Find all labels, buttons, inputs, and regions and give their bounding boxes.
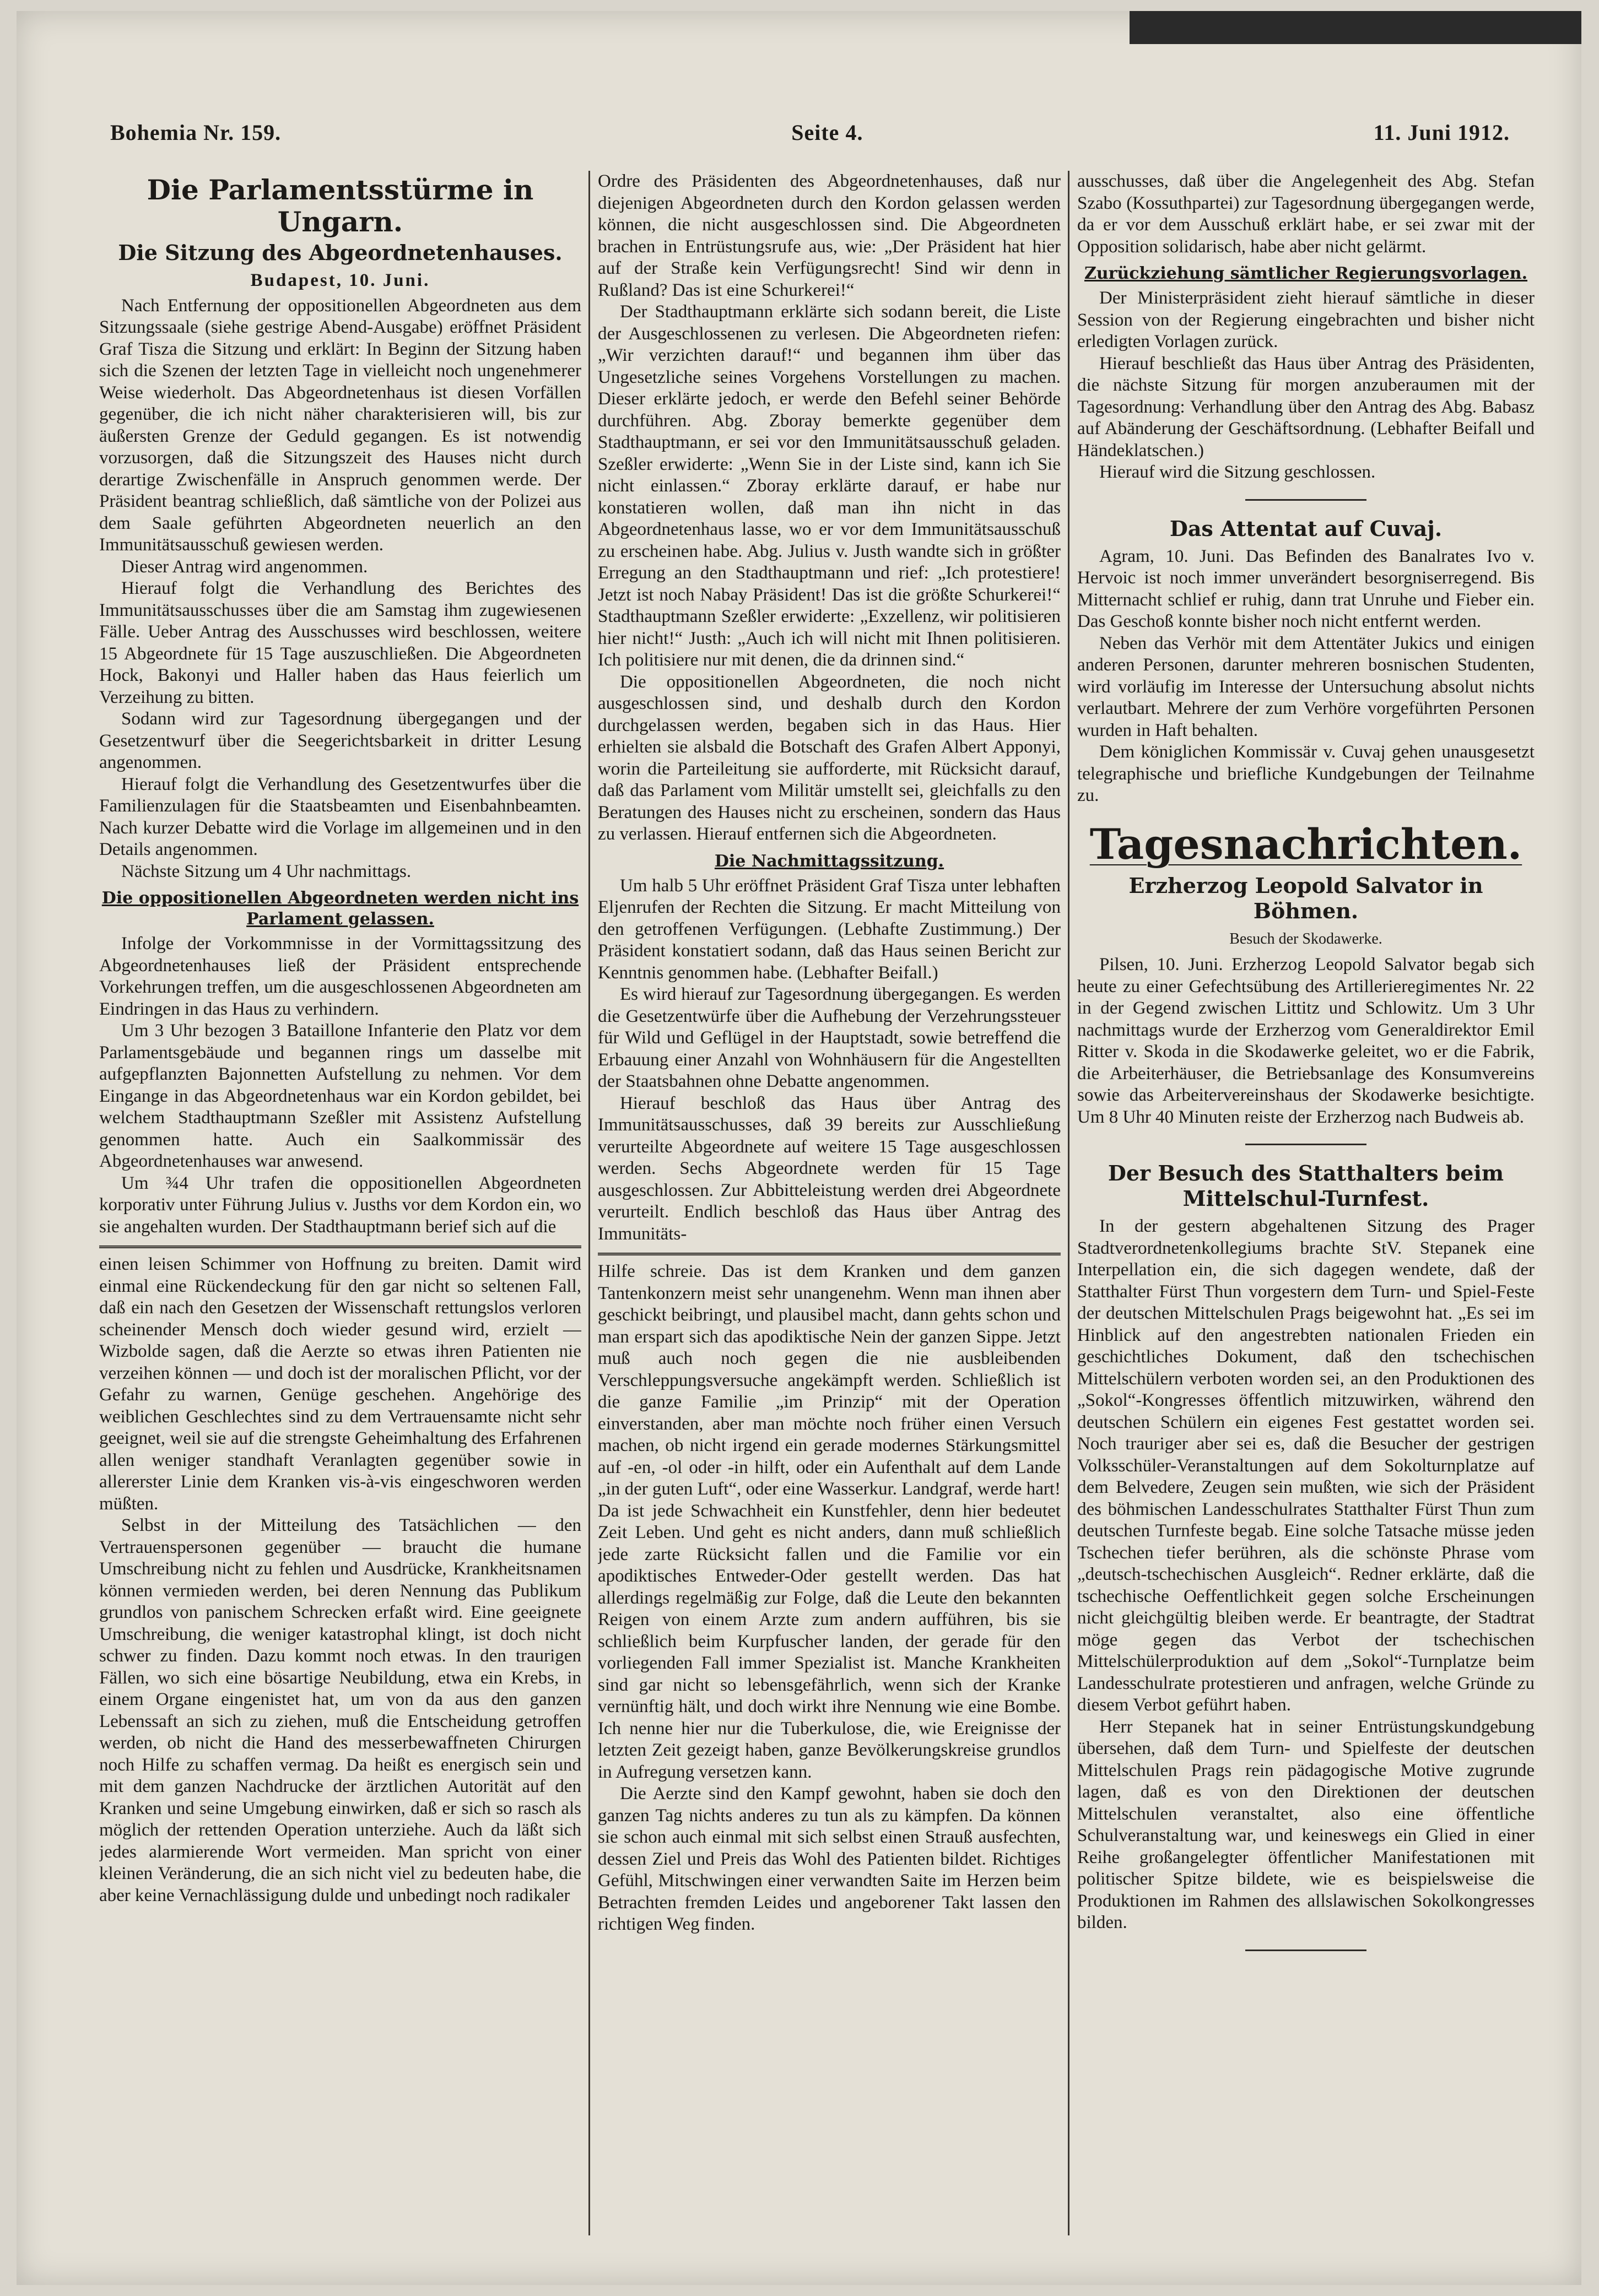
paragraph: Agram, 10. Juni. Das Befinden des Banalrates Ivo v. Hervoic ist noch immer unverändert besorgniserregend. Bis Mitternacht schlief er ruhig, dann trat Unruhe und Fieber ein. Das Geschoß konnte bisher noch nicht entfernt werden. xyxy=(1077,546,1535,631)
feuilleton-rule xyxy=(598,1253,1061,1255)
column-3 xyxy=(1077,171,1535,2235)
paragraph: Die Aerzte sind den Kampf gewohnt, haben sie doch den ganzen Tag nichts anderes zu tun als zu kämpfen. Da können sie schon auch einmal mit sich selbst einen Strauß ausfechten, dessen Ziel und Preis das Wohl des Patienten bildet. Richtiges Gefühl, Mitschwingen einer verwandten Saite im Herzen beim Betrachten fremden Leides und angeborener Takt lassen den richtigen Weg finden. xyxy=(598,1784,1061,1934)
paragraph: Dieser Antrag wird angenommen. xyxy=(121,556,368,577)
paragraph: einen leisen Schimmer von Hoffnung zu breiten. Damit wird einmal eine Rückendeckung für den gar nicht so seltenen Fall, daß ein nach den Gesetzen der Wissenschaft rettungslos verloren scheinender Mensch doch wieder gesund wird, erzielt — Wizbolde sagen, daß die Aerzte so etwas ihren Patienten nie verzeihen können — und doch ist der moralischen Pflicht, vor der Gefahr zu warnen, Genüge geschehen. Angehörige des weiblichen Geschlechtes sind zu dem Vertrauensamte nicht sehr geeignet, weil sie auf die strengste Geheimhaltung des Erfahrenen allen weniger standhaft Veranlagten gegenüber sowie in allererster Linie dem Kranken vis-à-vis eingeschworen werden müßten. xyxy=(99,1254,581,1514)
paragraph: Nächste Sitzung um 4 Uhr nachmittags. xyxy=(121,861,412,881)
paragraph: Um ¾4 Uhr trafen die oppositionellen Abgeordneten korporativ unter Führung Julius v. Jusths vor dem Kordon ein, wo sie angehalten wurden. Der Stadthauptmann berief sich auf die xyxy=(99,1173,581,1237)
dateline-budapest: Budapest, 10. Juni. xyxy=(250,270,430,290)
header-page-number: Seite 4. xyxy=(791,120,863,145)
article-title-statthalter: Der Besuch des Statthalters beim Mittelschul-Turnfest. xyxy=(1108,1161,1504,1211)
paragraph: Um halb 5 Uhr eröffnet Präsident Graf Tisza unter lebhaften Eljenrufen der Rechten die Sitzung. Er macht Mitteilung von den getroffenen Verfügungen. (Lebhafte Zustimmung.) Der Präsident konstatiert sodann, daß das Haus seinen Bericht zur Kenntnis genommen habe. (Lebhafter Beifall.) xyxy=(598,875,1061,983)
page-header xyxy=(110,116,1510,149)
paragraph: Ordre des Präsidenten des Abgeordnetenhauses, daß nur diejenigen Abgeordneten durch den Kordon gelassen werden können, die nicht ausgeschlossen sind. Die Abgeordneten brachen in Entrüstungsrufe aus, wie: „Der Präsident hat hier auf der Straße kein Verfügungsrecht! Sind wir denn in Rußland? Das ist eine Schurkerei!“ xyxy=(598,171,1061,300)
paragraph: Der Stadthauptmann erklärte sich sodann bereit, die Liste der Ausgeschlossenen zu verlesen. Die Abgeordneten riefen: „Wir verzichten darauf!“ und begannen ihm über das Ungesetzliche seines Vorgehens Vorstellungen zu machen. Dieser erklärte jedoch, er werde den Befehl seiner Behörde durchführen. Abg. Zboray bemerkte gegenüber dem Stadthauptmann, er sei vor den Immunitätsausschuß geladen. Szeßler erwiderte: „Wenn Sie in der Liste sind, kann ich Sie nicht einlassen.“ Zboray erklärte darauf, er habe nur konstatieren wollen, daß man ihn nicht in das Abgeordnetenhaus lasse, wo er vor dem Immunitätsausschuß zu erscheinen habe. Abg. Julius v. Justh wandte sich in größter Erregung an den Stadthauptmann und rief: „Ich protestiere! Jetzt ist noch Nabay Präsident! Das ist die größte Schurkerei!“ Stadthauptmann Szeßler erwiderte: „Exzellenz, wir politisieren hier nicht!“ Justh: „Auch ich will nicht mit Ihnen politisieren. Ich politisiere nur mit denen, die da drinnen sind.“ xyxy=(598,302,1061,670)
paragraph: Um 3 Uhr bezogen 3 Bataillone Infanterie den Platz vor dem Parlamentsgebäude und begannen rings um dasselbe mit aufgepflanzten Bajonnetten Aufstellung zu nehmen. Vor dem Eingange in das Abgeordnetenhaus war ein Kordon gebildet, bei welchem Stadthauptmann Szeßler mit Assistenz Aufstellung genommen hatte. Auch ein Saalkommissär des Abgeordnetenhauses war anwesend. xyxy=(99,1021,581,1171)
paragraph: Selbst in der Mitteilung des Tatsächlichen — den Vertrauenspersonen gegenüber — braucht die humane Umschreibung nicht zu fehlen und Ausdrücke, Krankheitsnamen können vermieden werden, bei deren Nennung das Publikum grundlos von panischem Schrecken erfaßt wird. Eine geeignete Umschreibung, die weniger katastrophal klingt, ist doch nicht schwer zu finden. Dazu kommt noch etwas. In den traurigen Fällen, wo sich eine bösartige Neubildung, etwa ein Krebs, in einem Organe eingenistet hat, um von da aus den ganzen Lebenssaft an sich zu ziehen, muß die Entscheidung getroffen werden, ob nicht die Hand des messerbewaffneten Chirurgen noch Hilfe zu schaffen vermag. Da heißt es energisch sein und mit dem ganzen Nachdrucke der ärztlichen Autorität auf den Kranken und seine Umgebung einwirken, daß er sich so rasch als möglich der rettenden Operation unterziehe. Auch da läßt sich jedes alarmierende Wort vermeiden. Man spricht von einer kleinen Veränderung, die an sich nicht viel zu bedeuten habe, die aber keine Vernachlässigung dulde und unbedingt noch radikaler xyxy=(99,1515,581,1905)
paragraph: ausschusses, daß über die Angelegenheit des Abg. Stefan Szabo (Kossuthpartei) zur Tagesordnung übergegangen werde, da er vor dem Ausschuß erklärt habe, er sei zwar mit der Opposition solidarisch, habe aber nicht gelärmt. xyxy=(1077,171,1535,257)
article-title-erzherzog: Erzherzog Leopold Salvator in Böhmen. xyxy=(1128,873,1483,923)
paragraph: Hierauf beschloß das Haus über Antrag des Immunitätsausschusses, daß 39 bereits zur Ausschließung verurteilte Abgeordnete auf weitere 15 Tage ausgeschlossen werden. Sechs Abgeordnete werden für 15 Tage ausgeschlossen. Zur Abbitteleistung werden drei Abgeordnete verurteilt. Endlich beschloß das Haus über Antrag des Immunitäts- xyxy=(598,1093,1061,1244)
paragraph: Hierauf folgt die Verhandlung des Gesetzentwurfes über die Familienzulagen für die Staatsbeamten und Eisenbahnbeamten. Nach kurzer Debatte wird die Vorlage im allgemeinen und in den Details angenommen. xyxy=(99,774,581,859)
separator-rule xyxy=(1245,1144,1366,1145)
header-date: 11. Juni 1912. xyxy=(1373,120,1510,145)
paragraph: Infolge der Vorkommnisse in der Vormittagssitzung des Abgeordnetenhauses ließ der Präsident entsprechende Vorkehrungen treffen, um die ausgeschlossenen Abgeordneten am Eindringen in das Haus zu verhindern. xyxy=(99,934,581,1019)
paragraph: Hierauf folgt die Verhandlung des Berichtes des Immunitätsausschusses über die am Samstag ihm zugewiesenen Fälle. Ueber Antrag des Ausschusses wird beschlossen, weitere 15 Abgeordnete für 15 Tage auszuschließen. Die Abgeordneten Hock, Bakonyi und Haller haben das Haus feierlich um Verzeihung zu bitten. xyxy=(99,578,581,707)
separator-rule xyxy=(1245,499,1366,501)
newspaper-page xyxy=(17,11,1581,2285)
feuilleton-rule xyxy=(99,1246,581,1248)
paragraph: Hierauf beschließt das Haus über Antrag des Präsidenten, die nächste Sitzung für morgen anzuberaumen mit der Tagesordnung: Verhandlung über den Antrag des Abg. Babasz auf Abänderung der Geschäftsordnung. (Lebhafter Beifall und Händeklatschen.) xyxy=(1077,353,1535,461)
paragraph: Es wird hierauf zur Tagesordnung übergegangen. Es werden die Gesetzentwürfe über die Aufhebung der Verzehrungssteuer für Wild und Geflügel in der Hauptstadt, sowie betreffend die Erbauung einer Anzahl von Wohnhäusern für die Angestellten der Staatsbahnen ohne Debatte angenommen. xyxy=(598,984,1061,1091)
paragraph: Die oppositionellen Abgeordneten, die noch nicht ausgeschlossen sind, und deshalb durch den Kordon durchgelassen werden, begaben sich in das Haus. Hier erhielten sie alsbald die Botschaft des Grafen Albert Apponyi, worin die Parteileitung sie aufforderte, mit Rücksicht darauf, daß das Parlament vom Militär umstellt sei, gleichfalls zu den Beratungen des Hauses nicht zu erscheinen, sondern das Haus zu verlassen. Hierauf entfernen sich die Abgeordneten. xyxy=(598,672,1061,844)
header-paper-name: Bohemia Nr. 159. xyxy=(110,120,282,145)
page-corner-shadow xyxy=(1130,11,1581,44)
article-subtitle-skodawerke: Besuch der Skodawerke. xyxy=(1229,930,1382,947)
column-divider-1 xyxy=(588,171,590,2235)
paragraph: Sodann wird zur Tagesordnung übergegangen und der Gesetzentwurf über die Seegerichtsbarkeit in dritter Lesung angenommen. xyxy=(99,709,581,772)
paragraph: In der gestern abgehaltenen Sitzung des Prager Stadtverordnetenkollegiums brachte StV. Stepanek eine Interpellation ein, die sich dagegen wendete, daß der Statthalter Fürst Thun vorgestern dem Turn- und Spiel-Feste der deutschen Mittelschulen Prags beigewohnt hat. „Es sei im Hinblick auf den angestrebten nationalen Frieden ein geschichtliches Dokument, daß den tschechischen Mittelschülern verboten worden sei, an den Produktionen des „Sokol“-Kongresses öffentlich mitzuwirken, während den deutschen Schülern ein eigenes Fest gestattet worden sei. Noch trauriger aber sei es, daß die Besucher der gestrigen Volksschüler-Veranstaltungen auf dem Sokolturnplatze auf dem Belvedere, Zeugen sein mußten, wie sich der Präsident des böhmischen Landesschulrates Statthalter Fürst Thun zum deutschen Turnfeste begab. Eine solche Tatsache müsse jeden Tschechen tiefer berühren, als die schönste Phrase vom „deutsch-tschechischen Ausgleich“. Redner erklärte, daß die tschechische Oeffentlichkeit gegen solche Erscheinungen nicht gleichgültig bleiben werde. Er beantragte, der Stadtrat möge gegen das Verbot der tschechischen Mittelschülerproduktion auf dem „Sokol“-Turnplatze beim Landesschulrate protestieren und anfragen, welche Gründe zu diesem Verbot geführt haben. xyxy=(1077,1216,1535,1715)
section-heading-regierungsvorlagen: Zurückziehung sämtlicher Regierungsvorlagen. xyxy=(1084,264,1528,283)
column-2 xyxy=(598,171,1061,2235)
article-title-attentat: Das Attentat auf Cuvaj. xyxy=(1169,516,1443,541)
paragraph: Hilfe schreie. Das ist dem Kranken und dem ganzen Tantenkonzern meist sehr unangenehm. Wenn man ihnen aber geschickt beibringt, und plausibel macht, dann gehts schon und man erspart sich das apodiktische Nein der ganzen Sippe. Jetzt muß auch noch gegen die nie ausbleibenden Verschleppungsversuche angekämpft werden. Schließlich ist die ganze Familie „im Prinzip“ mit der Operation einverstanden, aber man möchte noch früher einen Versuch machen, ob nicht irgend ein gerade modernes Stärkungsmittel auf -en, -ol oder -in hilft, oder ein Aufenthalt auf dem Lande „in der guten Luft“, oder eine Wasserkur. Landgraf, werde hart! Da ist jede Schwachheit ein Kunstfehler, denn hier bedeutet Zeit Leben. Und geht es nicht anders, dann muß schließlich jede zarte Rücksicht fallen und die Familie vor ein apodiktisches Entweder-Oder gestellt werden. Das hat allerdings regelmäßig zur Folge, daß die Leute den bekannten Reigen von einem Arzte zum andern aufführen, bis sie schließlich beim Kurpfuscher landen, der gerade für den vorliegenden Fall immer Spezialist ist. Manche Krankheiten sind gar nicht so lebensgefährlich, wenn sich der Kranke vernünftig hält, und doch wirkt ihre Nennung wie eine Bombe. Ich nenne hier nur die Tuberkulose, die, wie Ereignisse der letzten Zeit gezeigt haben, ganze Bevölkerungskreise grundlos in Aufregung versetzen kann. xyxy=(598,1261,1061,1782)
section-title-tagesnachrichten: Tagesnachrichten. xyxy=(1089,819,1522,869)
article-subtitle-sitzung: Die Sitzung des Abgeordnetenhauses. xyxy=(118,240,563,265)
section-heading-nachmittag: Die Nachmittagssitzung. xyxy=(714,851,944,871)
paragraph: Der Ministerpräsident zieht hierauf sämtliche in dieser Session von der Regierung eingebrachten und bisher nicht erledigten Vorlagen zurück. xyxy=(1077,288,1535,351)
paragraph: Hierauf wird die Sitzung geschlossen. xyxy=(1099,462,1376,482)
paragraph: Pilsen, 10. Juni. Erzherzog Leopold Salvator begab sich heute zu einer Gefechtsübung des Artillerieregimentes Nr. 22 in der Gegend zwischen Littitz und Schlowitz. Um 3 Uhr nachmittags wurde der Erzherzog vom Generaldirektor Emil Ritter v. Skoda in die Skodawerke geleitet, wo er die Fabrik, die Arbeiterhäuser, die Betriebsanlage des Konsumvereins sowie das Arbeitervereinshaus der Skodawerke besichtigte. Um 8 Uhr 40 Minuten reiste der Erzherzog nach Budweis ab. xyxy=(1077,955,1535,1127)
section-heading-opposition: Die oppositionellen Abgeordneten werden nicht ins Parlament gelassen. xyxy=(101,889,579,929)
paragraph: Nach Entfernung der oppositionellen Abgeordneten aus dem Sitzungssaale (siehe gestrige Abend-Ausgabe) eröffnet Präsident Graf Tisza die Sitzung und erklärt: In Beginn der Sitzung haben sich die Szenen der letzten Tage in vielleicht noch ungenehmerer Weise wiederholt. Das Abgeordnetenhaus ist diesen Vorfällen gegenüber, die ich nicht näher charakterisieren will, bis zur äußersten Grenze der Geduld gegangen. Es ist notwendig vorzusorgen, daß die Sitzungszeit des Hauses nicht durch derartige Zwischenfälle in Anspruch genommen werde. Der Präsident beantrag schließlich, daß sämtliche von der Polizei aus dem Saale geführten Abgeordneten neuerlich an den Immunitätsausschuß gewiesen werden. xyxy=(99,295,581,555)
separator-rule xyxy=(1245,1950,1366,1951)
paragraph: Herr Stepanek hat in seiner Entrüstungskundgebung übersehen, daß dem Turn- und Spielfeste der deutschen Mittelschulen Prags rein pädagogische Motive zugrunde lagen, daß es von den Direktionen der deutschen Mittelschulen veranstaltet, also eine öffentliche Schulveranstaltung war, und keineswegs ein Glied in einer Reihe großangelegter öffentlicher Manifestationen mit politischer Spitze bildete, wie es beispielsweise die Produktionen im Rahmen des allslawischen Sokolkongresses bilden. xyxy=(1077,1716,1535,1932)
column-divider-2 xyxy=(1068,171,1069,2235)
column-1 xyxy=(99,171,581,2235)
article-title-ungarn: Die Parlamentsstürme in Ungarn. xyxy=(147,174,534,238)
paragraph: Dem königlichen Kommissär v. Cuvaj gehen unausgesetzt telegraphische und briefliche Kundgebungen der Teilnahme zu. xyxy=(1077,742,1535,805)
paragraph: Neben das Verhör mit dem Attentäter Jukics und einigen anderen Personen, darunter mehreren bosnischen Studenten, wird vorläufig im Interesse der Untersuchung absolut nichts verlautbart. Mehrere der zum Verhöre vorgeführten Personen wurden in Haft behalten. xyxy=(1077,633,1535,740)
